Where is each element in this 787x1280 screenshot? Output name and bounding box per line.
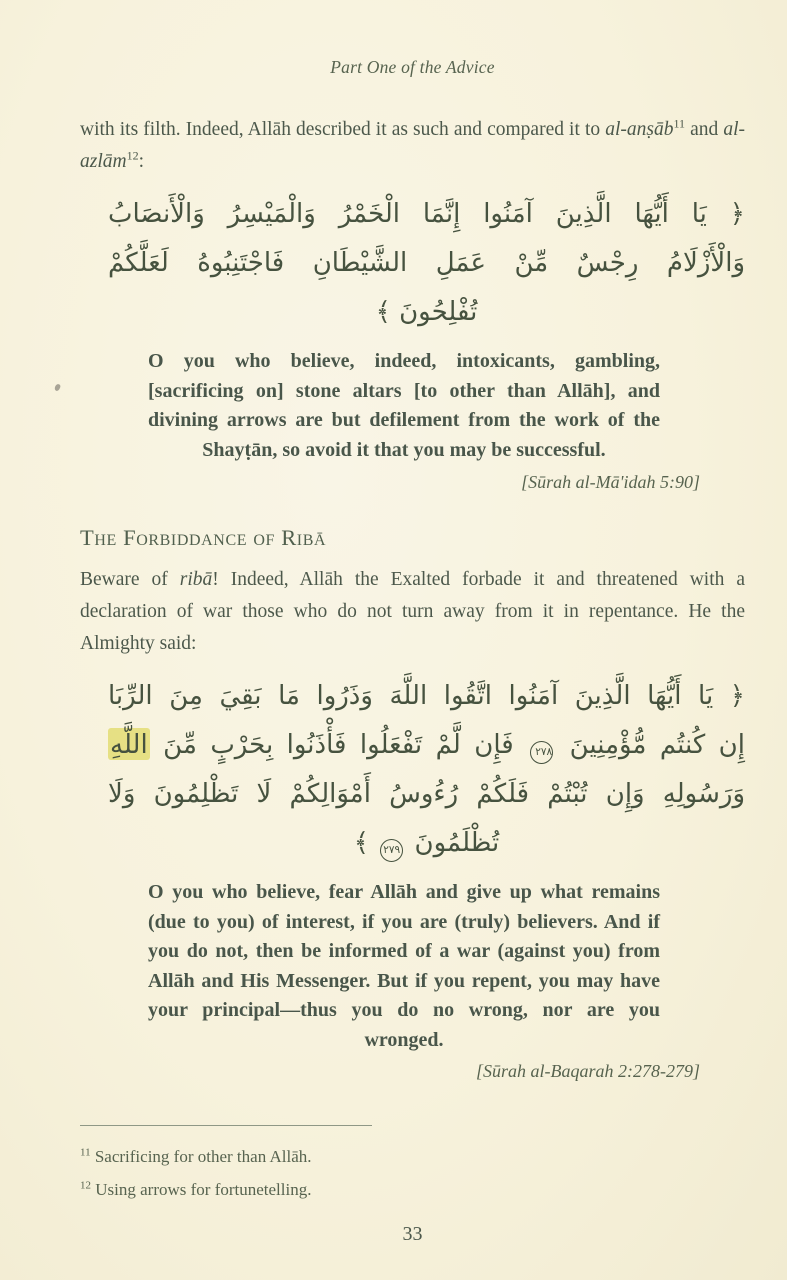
arabic-line: وَالْأَزْلَامُ رِجْسٌ مِّنْ عَمَلِ الشَّيْطَانِ فَاجْتَنِبُوهُ لَعَلَّكُمْ (108, 248, 745, 278)
verse-translation-maidah: O you who believe, indeed, intoxicants, gambling, [sacrificing on] stone altars [to other than Allāh], and divining arrows are but defilement from the work of the Shayṭān, so avoid it that you may be successful. (148, 350, 660, 461)
quran-verse-arabic-baqarah (108, 672, 745, 868)
page-number: 33 (402, 1223, 423, 1245)
verse-citation-baqarah: [Sūrah al-Baqarah 2:278-279] (476, 1061, 700, 1081)
verse-citation-maidah: [Sūrah al-Mā'idah 5:90] (521, 472, 700, 492)
arabic-line: وَرَسُولِهِ وَإِن تُبْتُمْ فَلَكُمْ رُءُوسُ أَمْوَالِكُمْ لَا تَظْلِمُونَ وَلَا (108, 779, 745, 809)
section-heading-forbiddance-of-riba: The Forbiddance of Ribā (80, 525, 327, 550)
footnote-text: Sacrificing for other than Allāh. (94, 1147, 312, 1166)
arabic-line: تُظْلَمُونَ ٢٧٩ ﴾ (108, 819, 745, 868)
verse-translation-baqarah: O you who believe, fear Allāh and give up what remains (due to you) of interest, if you are (truly) believers. And if you do not, then be informed of a war (against you) from Allāh and His Messenger. But if you repent, you may have your principal—thus you do no wrong, nor are you wronged. (148, 881, 660, 1051)
arabic-line: ﴿ يَا أَيُّهَا الَّذِينَ آمَنُوا إِنَّمَا الْخَمْرُ وَالْمَيْسِرُ وَالْأَنصَابُ (108, 199, 745, 229)
quran-verse-arabic-maidah (108, 190, 745, 337)
footnote-11 (80, 1140, 745, 1173)
footnotes (80, 1125, 745, 1206)
footnote-12 (80, 1173, 745, 1206)
footnote-text: Using arrows for fortunetelling. (95, 1180, 312, 1199)
arabic-line: تُفْلِحُونَ ﴾ (375, 297, 478, 327)
intro-paragraph: with its filth. Indeed, Allāh described it as such and compared it to al-anṣāb$^{11}$ and al-azlām$^{12}$: (80, 116, 745, 172)
running-header: Part One of the Advice (330, 57, 495, 77)
footnote-number: 12 (80, 1179, 91, 1192)
footnote-number: 11 (80, 1146, 91, 1159)
arabic-line: ﴿ يَا أَيُّهَا الَّذِينَ آمَنُوا اتَّقُوا اللَّهَ وَذَرُوا مَا بَقِيَ مِنَ الرِّبَا (108, 681, 745, 711)
riba-paragraph: Beware of ribā! Indeed, Allāh the Exalted forbade it and threatened with a declaration of war those who do not turn away from it in repentance. He the Almighty said: (80, 569, 746, 654)
arabic-line: إِن كُنتُم مُّؤْمِنِينَ ٢٧٨ فَإِن لَّمْ تَفْعَلُوا فَأْذَنُوا بِحَرْبٍ مِّنَ اللَّهِ (108, 721, 745, 770)
footnote-divider (80, 1125, 372, 1126)
scan-speck (54, 383, 61, 391)
